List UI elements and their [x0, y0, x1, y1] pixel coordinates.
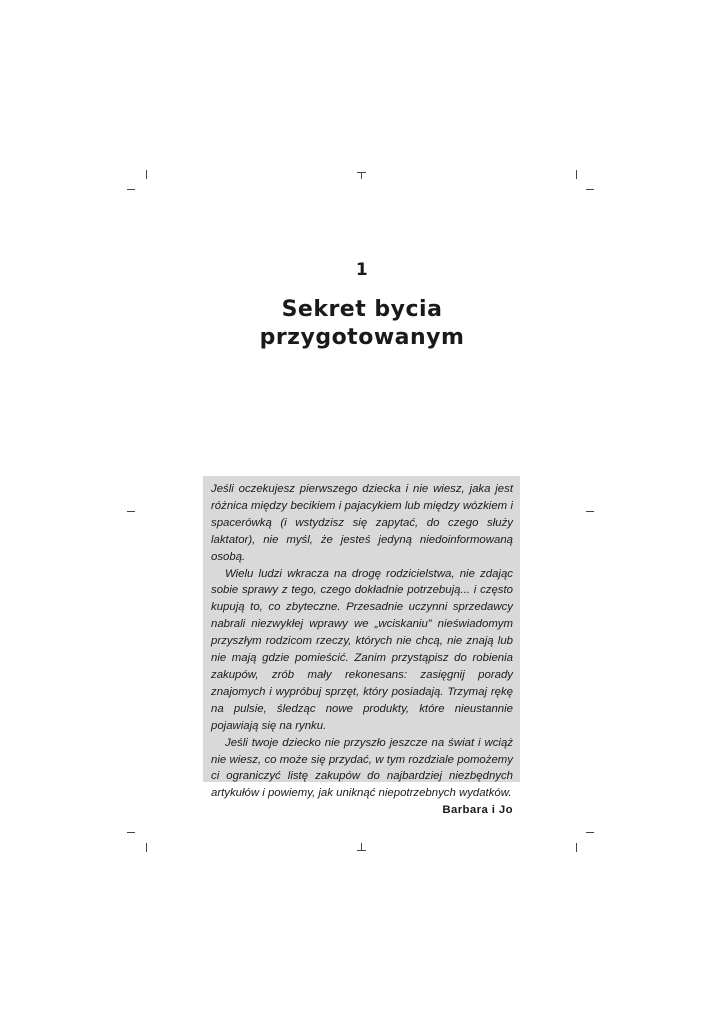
chapter-title-line-1: Sekret bycia [281, 297, 443, 322]
crop-mark-bottom-center-h [357, 850, 366, 851]
crop-mark-bottom-right [576, 843, 577, 852]
crop-mark-top-left-h [127, 189, 135, 190]
crop-mark-bottom-left-h [127, 832, 135, 833]
crop-mark-top-center-h [357, 172, 366, 173]
intro-paragraph-1: Jeśli oczekujesz pierwszego dziecka i nie wiesz, jaka jest różnica między becikiem i pajacykiem lub między wózkiem i spacerówką (i wstydzisz się zapytać, do czego służy laktator), nie myśl, że jesteś jedyną niedoinformowaną osobą. [211, 483, 513, 563]
crop-mark-top-right-h [586, 189, 594, 190]
crop-mark-top-left [146, 170, 147, 179]
intro-text [211, 481, 513, 802]
intro-paragraph-3: Jeśli twoje dziecko nie przyszło jeszcze na świat i wciąż nie wiesz, co może się przydać, w tym rozdziale pomożemy ci ograniczyć listę zakupów do najbardziej niezbędnych artykułów i powiemy, jak uniknąć niepotrzebnych wydatków. [211, 736, 513, 800]
crop-mark-top-center [361, 172, 362, 179]
signature: Barbara i Jo [442, 804, 513, 817]
crop-mark-middle-left [127, 511, 135, 512]
chapter-number: 1 [355, 260, 369, 280]
crop-mark-bottom-left [146, 843, 147, 852]
crop-mark-middle-right [586, 511, 594, 512]
chapter-title [0, 296, 724, 352]
crop-mark-bottom-right-h [586, 832, 594, 833]
chapter-title-line-2: przygotowanym [259, 325, 465, 350]
intro-paragraph-2: Wielu ludzi wkracza na drogę rodzicielstwa, nie zdając sobie sprawy z tego, czego dokładnie potrzebują... i często kupują to, co zbyteczne. Przesadnie uczynni sprzedawcy nabrali niezwykłej wprawy we „wciskaniu” nieświadomym przyszłym rodzicom rzeczy, których nie chcą, nie znają lub nie mają gdzie pomieścić. Zanim przystąpisz do robienia zakupów, zrób mały rekonesans: zasięgnij porady znajomych i wypróbuj sprzęt, który posiadają. Trzymaj rękę na pulsie, śledząc nowe produkty, które nieustannie pojawiają się na rynku. [211, 567, 513, 732]
intro-box [203, 476, 520, 817]
crop-mark-bottom-center [361, 843, 362, 850]
crop-mark-top-right [576, 170, 577, 179]
